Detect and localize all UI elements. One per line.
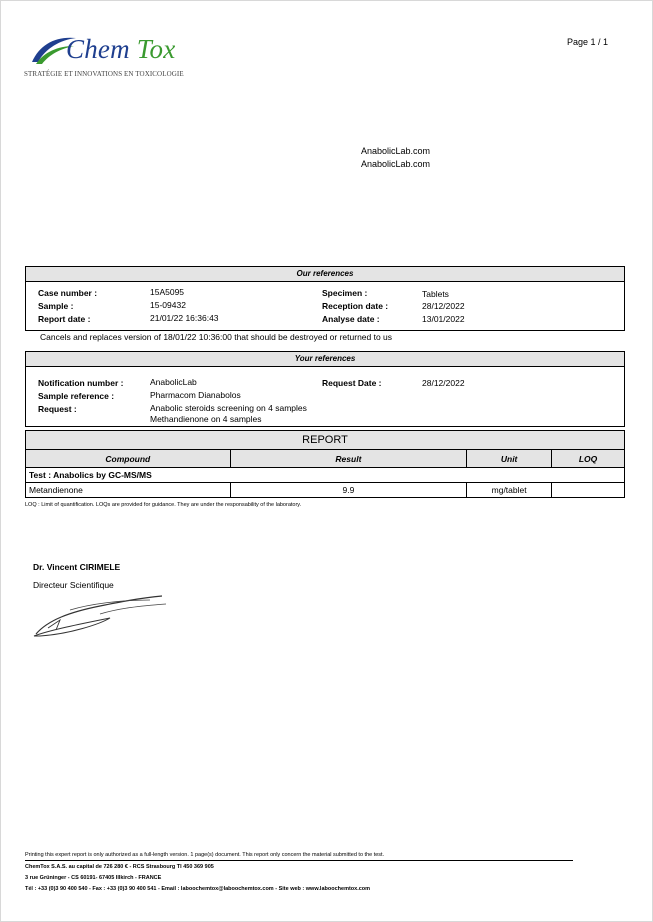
our-references-title: Our references	[26, 267, 624, 282]
sample-reference-label: Sample reference :	[38, 391, 115, 401]
request-line-1: Anabolic steroids screening on 4 samples	[150, 403, 307, 413]
handwritten-signature	[30, 590, 170, 642]
your-references-box	[25, 351, 625, 427]
signatory-title: Directeur Scientifique	[33, 580, 114, 590]
footer-company: ChemTox S.A.S. au capital de 726 280 € - RCS Strasbourg TI 450 369 905	[25, 864, 214, 870]
request-label: Request :	[38, 404, 77, 414]
recipient-line-1: AnabolicLab.com	[361, 146, 431, 156]
specimen-value: Tablets	[422, 289, 449, 299]
notification-number-label: Notification number :	[38, 378, 124, 388]
test-label: Test : Anabolics by GC-MS/MS	[26, 468, 625, 483]
case-number-value: 15A5095	[150, 287, 185, 297]
sample-reference-value: Pharmacom Dianabolos	[150, 390, 241, 400]
footer-address: 3 rue Grüninger - CS 60191- 67405 Illkirch - FRANCE	[25, 875, 162, 881]
column-compound: Compound	[26, 450, 231, 468]
chemtox-logo	[22, 30, 212, 80]
report-title: REPORT	[25, 430, 625, 449]
unit-cell: mg/tablet	[467, 483, 552, 498]
case-number-label: Case number :	[38, 288, 98, 298]
request-date-label: Request Date :	[322, 378, 382, 388]
footer-contact: Tél : +33 (0)3 90 400 540 - Fax : +33 (0)3 90 400 541 - Email : laboochemtox@laboochemtox.com - Site web : www.laboochemtox.com	[25, 886, 371, 892]
test-row	[26, 468, 625, 483]
signatory-name: Dr. Vincent CIRIMELE	[33, 562, 121, 572]
analyse-date-value: 13/01/2022	[422, 314, 465, 324]
table-row	[26, 483, 625, 498]
analyse-date-label: Analyse date :	[322, 314, 380, 324]
loq-note: LOQ : Limit of quantification. LOQs are provided for guidance. They are under the responsability of the laboratory.	[25, 502, 302, 508]
recipient-line-2: AnabolicLab.com	[361, 159, 431, 169]
report-header-row	[26, 450, 625, 468]
footer-disclaimer: Printing this expert report is only authorized as a full-length version. 1 page(s) document. This report only concern the material submitted to the test.	[25, 852, 385, 858]
loq-cell	[552, 483, 625, 498]
result-cell: 9.9	[230, 483, 467, 498]
column-result: Result	[230, 450, 467, 468]
column-unit: Unit	[467, 450, 552, 468]
logo-name: Chem Tox	[66, 34, 176, 64]
report-table	[25, 449, 625, 498]
our-references-box	[25, 266, 625, 331]
cancels-note: Cancels and replaces version of 18/01/22 10:36:00 that should be destroyed or returned to us	[40, 332, 393, 342]
logo-tagline: STRATÉGIE ET INNOVATIONS EN TOXICOLOGIE	[24, 70, 184, 78]
notification-number-value: AnabolicLab	[150, 377, 197, 387]
column-loq: LOQ	[552, 450, 625, 468]
request-line-2: Methandienone on 4 samples	[150, 414, 262, 424]
your-references-title: Your references	[26, 352, 624, 367]
sample-label: Sample :	[38, 301, 74, 311]
sample-value: 15-09432	[150, 300, 186, 310]
request-date-value: 28/12/2022	[422, 378, 465, 388]
reception-date-value: 28/12/2022	[422, 301, 465, 311]
compound-cell: Metandienone	[26, 483, 231, 498]
footer-divider	[25, 860, 573, 861]
report-date-value: 21/01/22 16:36:43	[150, 313, 219, 323]
report-date-label: Report date :	[38, 314, 91, 324]
reception-date-label: Reception date :	[322, 301, 389, 311]
page-number: Page 1 / 1	[567, 37, 609, 47]
specimen-label: Specimen :	[322, 288, 368, 298]
